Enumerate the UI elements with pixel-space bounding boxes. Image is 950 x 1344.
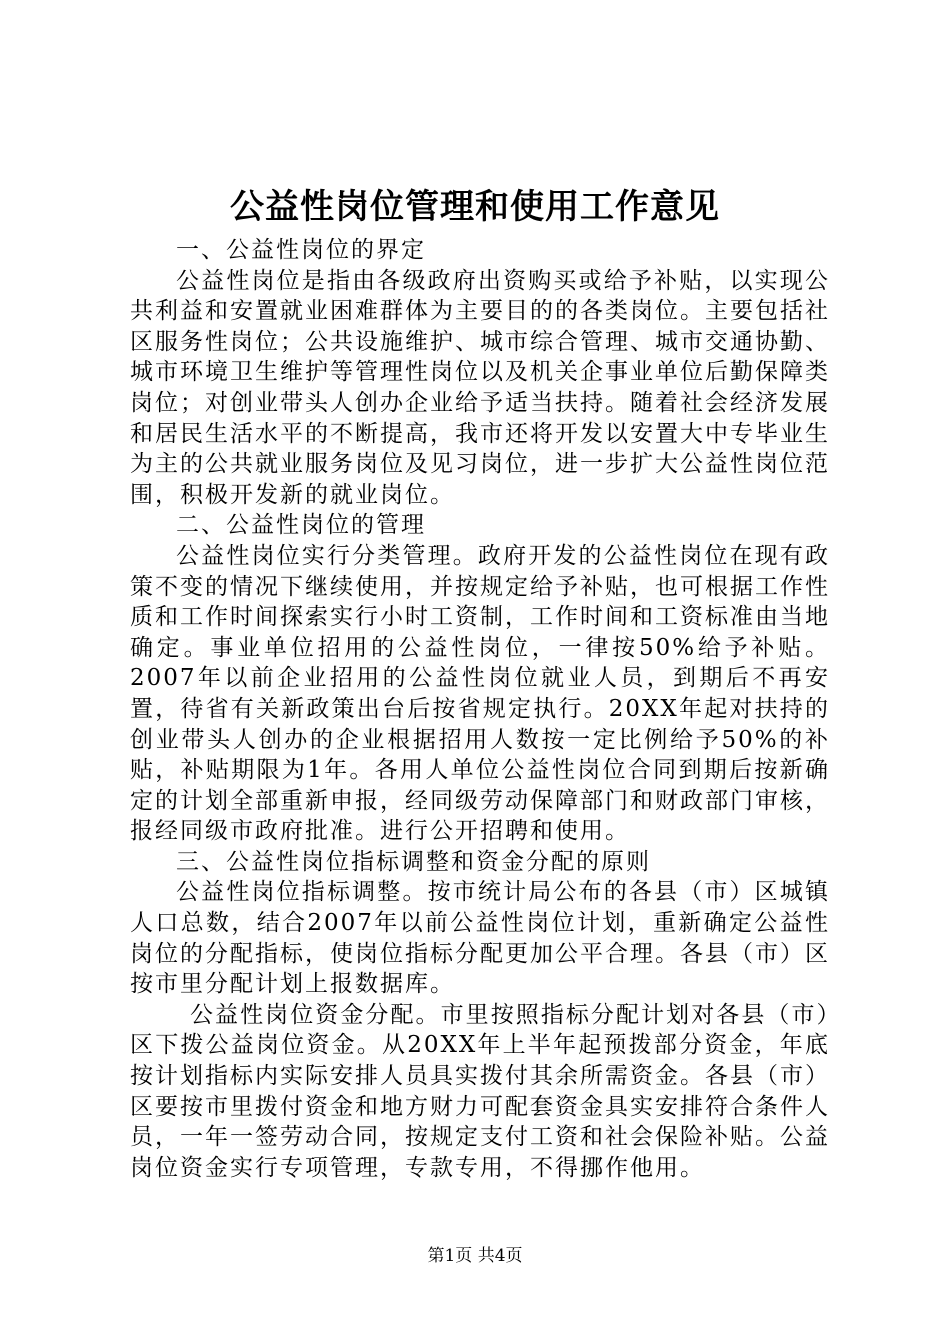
section-heading-2: 二、公益性岗位的管理 — [176, 512, 426, 539]
document-title: 公益性岗位管理和使用工作意见 — [230, 187, 720, 227]
section-heading-1: 一、公益性岗位的界定 — [176, 237, 426, 263]
paragraph-quota-adjustment: 公益性岗位指标调整。按市统计局公布的各县（市）区城镇人口总数，结合2007年以前公益性岗位计划，重新确定公益性岗位的分配指标，使岗位指标分配更加公平合理。各县（市）区按市里分配计划上报数据库。 — [130, 879, 830, 998]
document-body — [130, 235, 830, 1183]
paragraph-management: 公益性岗位实行分类管理。政府开发的公益性岗位在现有政策不变的情况下继续使用，并按规定给予补贴，也可根据工作性质和工作时间探索实行小时工资制，工作时间和工资标准由当地确定。事业单位招用的公益性岗位，一律按50%给予补贴。2007年以前企业招用的公益性岗位就业人员，到期后不再安置，待省有关新政策出台后按省规定执行。20XX年起对扶持的创业带头人创办的企业根据招用人数按一定比例给予50%的补贴，补贴期限为1年。各用人单位公益性岗位合同到期后按新确定的计划全部重新申报，经同级劳动保障部门和财政部门审核，报经同级市政府批准。进行公开招聘和使用。 — [130, 542, 830, 845]
page-footer: 第1页 共4页 — [427, 1246, 523, 1266]
paragraph-fund-allocation: 公益性岗位资金分配。市里按照指标分配计划对各县（市）区下拨公益岗位资金。从20XX年上半年起预拨部分资金，年底按计划指标内实际安排人员具实拨付其余所需资金。各县（市）区要按市里拨付资金和地方财力可配套资金具实安排符合条件人员，一年一签劳动合同，按规定支付工资和社会保险补贴。公益岗位资金实行专项管理，专款专用，不得挪作他用。 — [130, 1001, 830, 1181]
paragraph-definition: 公益性岗位是指由各级政府出资购买或给予补贴，以实现公共利益和安置就业困难群体为主要目的的各类岗位。主要包括社区服务性岗位；公共设施维护、城市综合管理、城市交通协勤、城市环境卫生维护等管理性岗位以及机关企事业单位后勤保障类岗位；对创业带头人创办企业给予适当扶持。随着社会经济发展和居民生活水平的不断提高，我市还将开发以安置大中专毕业生为主的公共就业服务岗位及见习岗位，进一步扩大公益性岗位范围，积极开发新的就业岗位。 — [130, 267, 830, 508]
section-heading-3: 三、公益性岗位指标调整和资金分配的原则 — [176, 848, 651, 875]
